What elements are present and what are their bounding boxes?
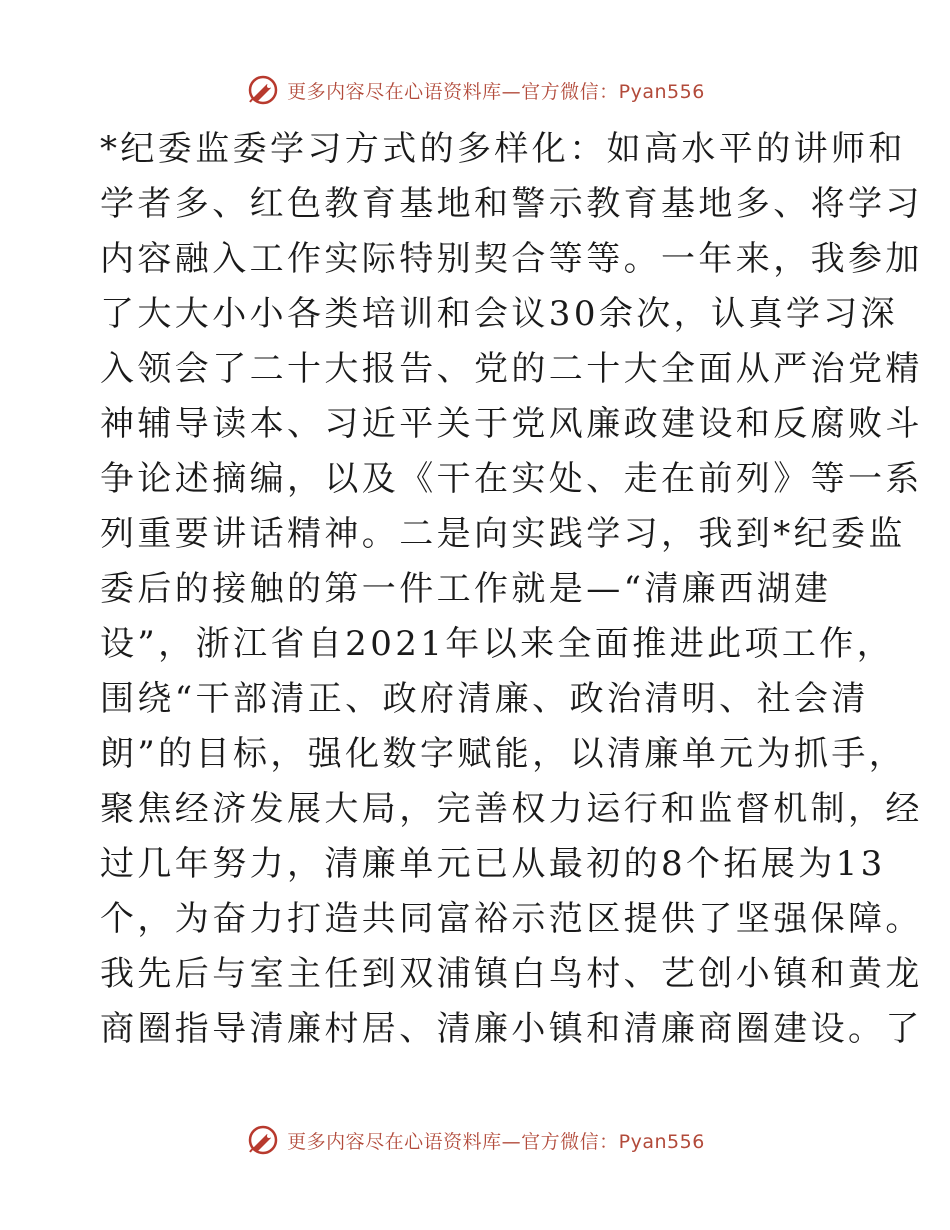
footer-banner-text: 更多内容尽在心语资料库—官方微信：Pyan556: [287, 1130, 705, 1153]
header-banner: [0, 70, 950, 110]
body-line: 内容融入工作实际特别契合等等。一年来，我参加: [100, 239, 923, 279]
body-line: 朗”的目标，强化数字赋能，以清廉单元为抓手，: [100, 734, 907, 774]
body-line: 入领会了二十大报告、党的二十大全面从严治党精: [100, 349, 923, 389]
body-line: *纪委监委学习方式的多样化：如高水平的讲师和: [100, 129, 906, 169]
body-line: 神辅导读本、习近平关于党风廉政建设和反腐败斗: [100, 404, 923, 444]
body-line: 商圈指导清廉村居、清廉小镇和清廉商圈建设。了: [100, 1009, 923, 1049]
body-line: 围绕“干部清正、政府清廉、政治清明、社会清: [100, 679, 869, 719]
header-banner-text: 更多内容尽在心语资料库—官方微信：Pyan556: [287, 80, 705, 103]
body-line: 了大大小小各类培训和会议30余次，认真学习深: [100, 294, 899, 334]
pen-nib-logo-icon: [245, 1122, 281, 1158]
body-line: 委后的接触的第一件工作就是—“清廉西湖建: [100, 569, 832, 609]
body-line: 列重要讲话精神。二是向实践学习，我到*纪委监: [100, 514, 906, 554]
body-line: 聚焦经济发展大局，完善权力运行和监督机制，经: [100, 789, 923, 829]
body-line: 过几年努力，清廉单元已从最初的8个拓展为13: [100, 844, 886, 884]
body-line: 争论述摘编，以及《干在实处、走在前列》等一系: [100, 459, 923, 499]
body-line: 个，为奋力打造共同富裕示范区提供了坚强保障。: [100, 899, 923, 939]
pen-nib-logo-icon: [245, 72, 281, 108]
document-body: [100, 122, 923, 1057]
body-line: 学者多、红色教育基地和警示教育基地多、将学习: [100, 184, 923, 224]
footer-banner: [0, 1120, 950, 1160]
body-line: 设”，浙江省自2021年以来全面推进此项工作，: [100, 624, 895, 664]
body-line: 我先后与室主任到双浦镇白鸟村、艺创小镇和黄龙: [100, 954, 923, 994]
